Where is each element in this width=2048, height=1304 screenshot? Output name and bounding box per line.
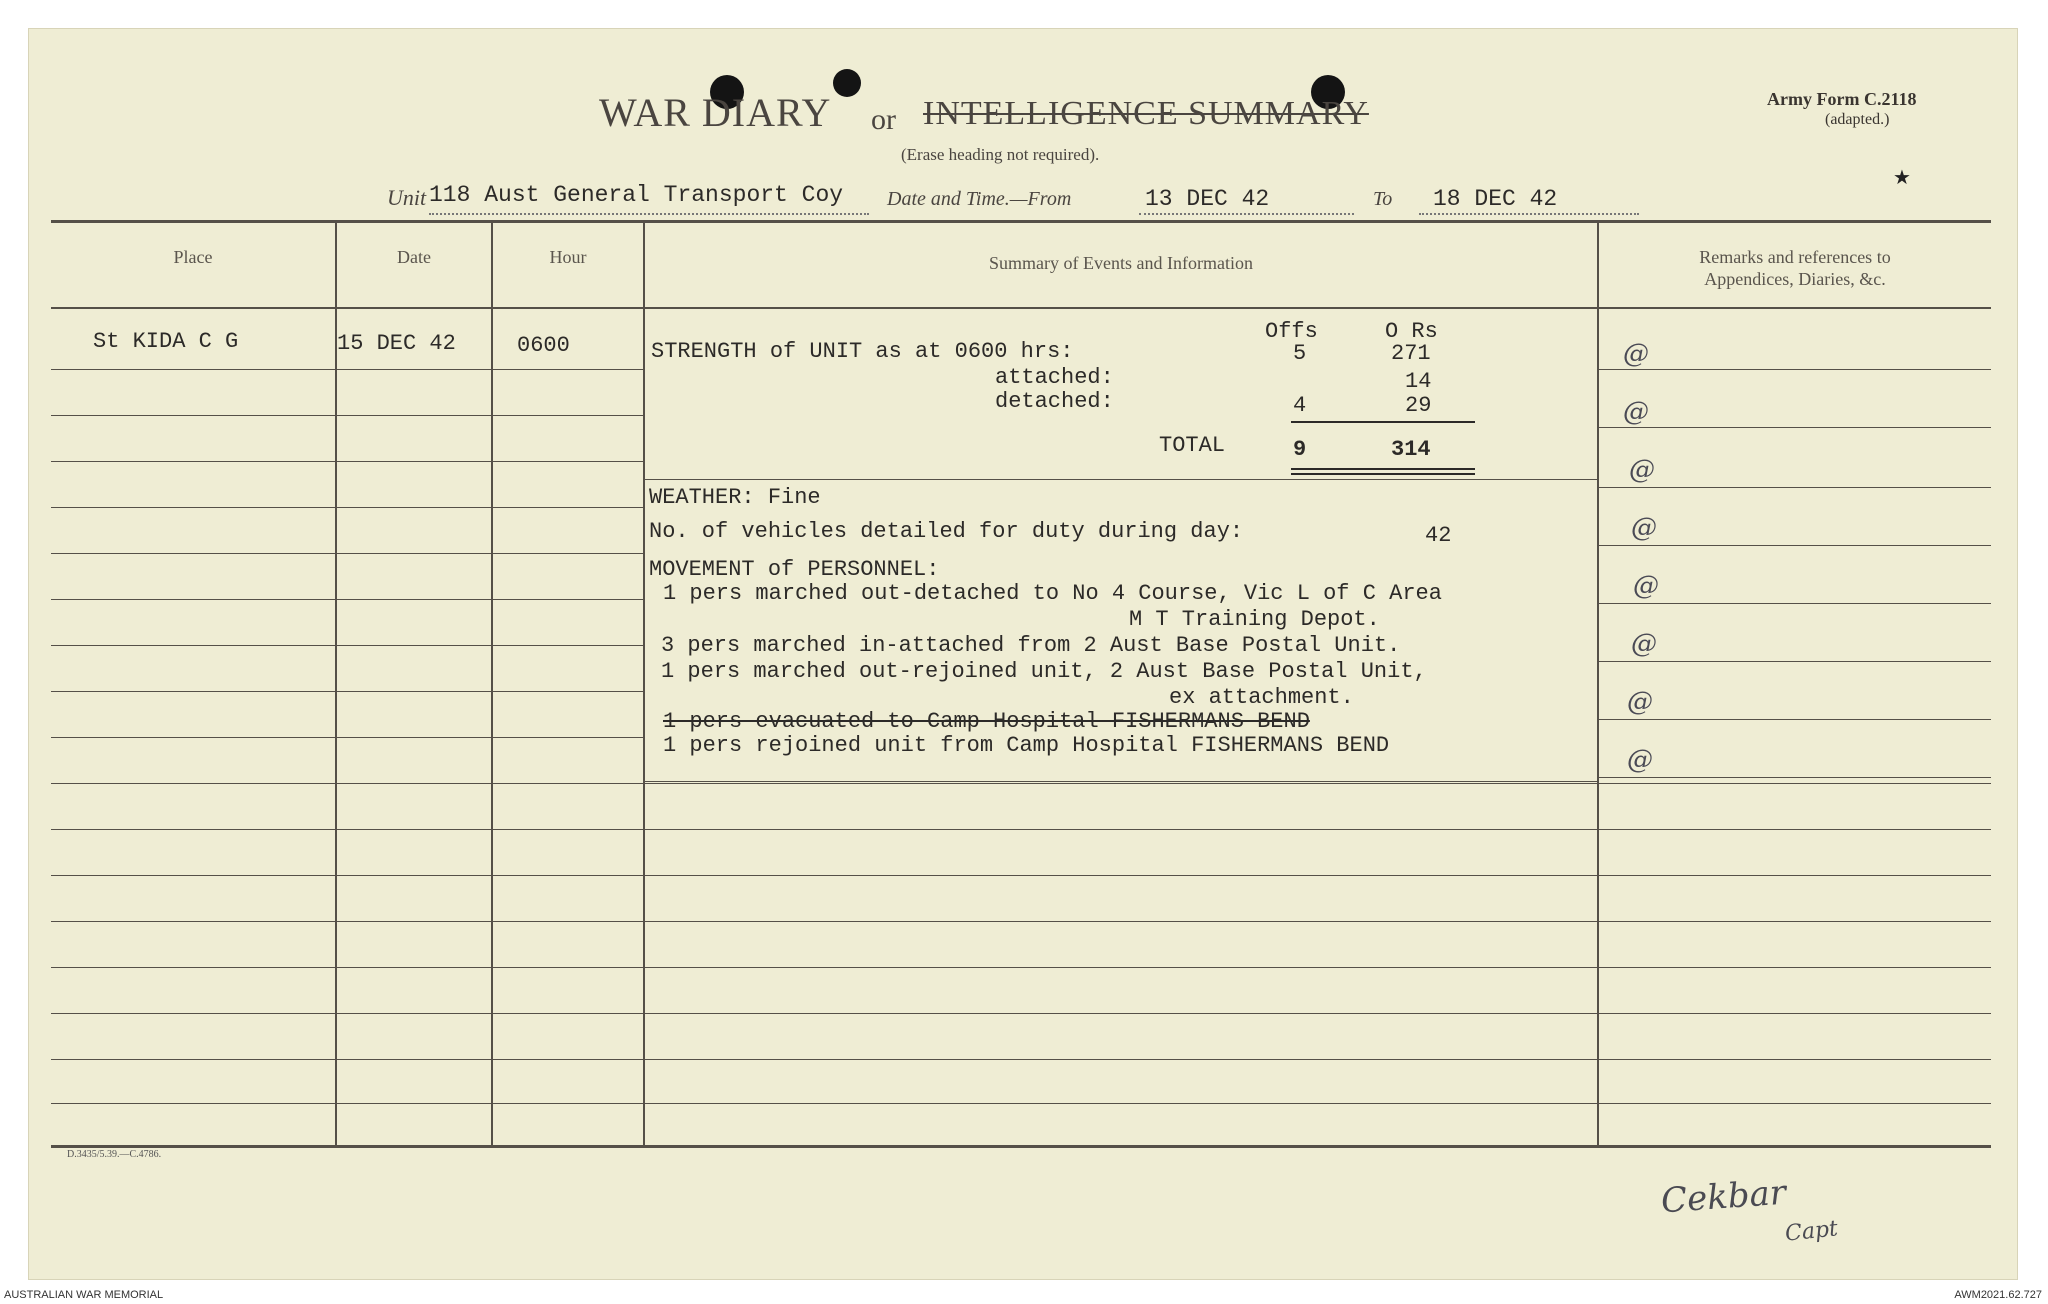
col-header-remarks-line1: Remarks and references to bbox=[1699, 247, 1891, 267]
col-divider-date-hour bbox=[491, 222, 493, 1145]
strength-total-double-rule-2 bbox=[1291, 473, 1475, 475]
row-rule bbox=[51, 1103, 1991, 1104]
row-rule bbox=[51, 461, 643, 462]
to-dotted-line bbox=[1419, 213, 1639, 215]
movement-line: 1 pers marched out-rejoined unit, 2 Aust Base Postal Unit, bbox=[661, 659, 1427, 684]
print-code: D.3435/5.39.—C.4786. bbox=[67, 1149, 162, 1160]
row-rule bbox=[51, 875, 1991, 876]
strength-attached-label: attached: bbox=[995, 365, 1114, 390]
table-top-rule bbox=[51, 220, 1991, 223]
erase-note: (Erase heading not required). bbox=[901, 145, 1100, 164]
remark-initial-mark: @ bbox=[1631, 513, 1657, 543]
row-rule bbox=[51, 553, 643, 554]
row-rule bbox=[51, 783, 1991, 784]
archive-strip bbox=[0, 1287, 2048, 1304]
movement-line: ex attachment. bbox=[1169, 685, 1354, 710]
col-header-place: Place bbox=[173, 247, 213, 267]
row-rule bbox=[51, 1059, 1991, 1060]
strength-col-offs: Offs bbox=[1265, 319, 1318, 344]
row-rule bbox=[51, 1013, 1991, 1014]
vehicles-label: No. of vehicles detailed for duty during day: bbox=[649, 519, 1244, 544]
movement-line-struck: 1 pers evacuated to Camp Hospital FISHERMANS BEND bbox=[663, 709, 1310, 734]
title-or: or bbox=[871, 103, 896, 136]
col-divider-place-date bbox=[335, 222, 337, 1145]
remark-initial-mark: @ bbox=[1631, 629, 1657, 659]
diary-sheet bbox=[28, 28, 2018, 1280]
from-dotted-line bbox=[1139, 213, 1354, 215]
strength-total-label: TOTAL bbox=[1159, 433, 1226, 458]
strength-attached-ors: 14 bbox=[1405, 369, 1432, 394]
row-rule bbox=[51, 967, 1991, 968]
remarks-row-rule bbox=[643, 781, 1597, 782]
row-rule bbox=[51, 415, 643, 416]
remark-initial-mark: @ bbox=[1627, 745, 1653, 775]
row-rule bbox=[51, 369, 643, 370]
remarks-row-rule bbox=[1597, 777, 1991, 778]
remarks-row-rule bbox=[1597, 603, 1991, 604]
strength-offs: 5 bbox=[1293, 341, 1307, 366]
col-header-summary: Summary of Events and Information bbox=[989, 253, 1253, 273]
strength-col-ors: O Rs bbox=[1385, 319, 1438, 344]
remark-initial-mark: @ bbox=[1629, 455, 1655, 485]
movement-line: 1 pers marched out-detached to No 4 Course, Vic L of C Area bbox=[663, 581, 1442, 606]
summary-row-rule bbox=[643, 479, 1597, 480]
strength-heading: STRENGTH of UNIT as at 0600 hrs: bbox=[651, 339, 1074, 364]
remarks-row-rule bbox=[1597, 545, 1991, 546]
form-name: Army Form C.2118 bbox=[1767, 89, 1917, 109]
remarks-row-rule bbox=[1597, 487, 1991, 488]
strength-subtotal-rule bbox=[1291, 421, 1475, 423]
unit-label: Unit bbox=[387, 185, 427, 210]
signature: Cekbar bbox=[1659, 1172, 1788, 1222]
table-header-rule bbox=[51, 307, 1991, 309]
movement-line: 1 pers rejoined unit from Camp Hospital FISHERMANS BEND bbox=[663, 733, 1390, 758]
movement-line: 3 pers marched in-attached from 2 Aust Base Postal Unit. bbox=[661, 633, 1401, 658]
movement-heading: MOVEMENT of PERSONNEL: bbox=[649, 557, 940, 582]
row-rule bbox=[51, 737, 643, 738]
table-bottom-rule bbox=[51, 1145, 1991, 1148]
remarks-row-rule bbox=[1597, 369, 1991, 370]
star-mark: ★ bbox=[1893, 167, 1911, 189]
strength-ors: 271 bbox=[1391, 341, 1431, 366]
remarks-row-rule bbox=[1597, 427, 1991, 428]
unit-value: 118 Aust General Transport Coy bbox=[429, 182, 844, 208]
strength-detached-offs: 4 bbox=[1293, 393, 1307, 418]
strength-total-offs: 9 bbox=[1293, 437, 1307, 462]
form-note: (adapted.) bbox=[1825, 111, 1890, 128]
col-header-date: Date bbox=[397, 247, 431, 267]
to-date-value: 18 DEC 42 bbox=[1433, 186, 1558, 212]
entry-date: 15 DEC 42 bbox=[337, 331, 456, 356]
remark-initial-mark: @ bbox=[1633, 571, 1659, 601]
strength-total-ors: 314 bbox=[1391, 437, 1431, 462]
strength-total-double-rule-1 bbox=[1291, 468, 1475, 470]
weather: WEATHER: Fine bbox=[649, 485, 821, 510]
date-time-label: Date and Time.—From bbox=[887, 188, 1072, 210]
remarks-row-rule bbox=[1597, 719, 1991, 720]
entry-place: St KIDA C G bbox=[93, 329, 239, 354]
to-label: To bbox=[1373, 188, 1393, 210]
movement-line: M T Training Depot. bbox=[1129, 607, 1380, 632]
row-rule bbox=[51, 691, 643, 692]
archive-reference: AWM2021.62.727 bbox=[1954, 1289, 2042, 1301]
title-intelligence-summary: INTELLIGENCE SUMMARY bbox=[923, 95, 1369, 132]
remark-initial-mark: @ bbox=[1623, 397, 1649, 427]
strength-detached-label: detached: bbox=[995, 389, 1114, 414]
col-divider-summary-remarks bbox=[1597, 222, 1599, 1145]
signature-rank: Capt bbox=[1783, 1216, 1840, 1247]
remark-initial-mark: @ bbox=[1623, 339, 1649, 369]
unit-dotted-line bbox=[429, 213, 869, 215]
col-header-hour: Hour bbox=[549, 247, 587, 267]
title-war-diary: WAR DIARY bbox=[599, 90, 832, 135]
row-rule bbox=[51, 507, 643, 508]
vehicles-value: 42 bbox=[1425, 523, 1452, 548]
archive-name: AUSTRALIAN WAR MEMORIAL bbox=[4, 1289, 164, 1301]
row-rule bbox=[51, 829, 1991, 830]
row-rule bbox=[51, 599, 643, 600]
strength-detached-ors: 29 bbox=[1405, 393, 1432, 418]
punch-hole-middle bbox=[833, 69, 861, 97]
col-header-remarks-line2: Appendices, Diaries, &c. bbox=[1704, 269, 1886, 289]
from-date-value: 13 DEC 42 bbox=[1145, 186, 1270, 212]
row-rule bbox=[51, 645, 643, 646]
entry-hour: 0600 bbox=[517, 333, 570, 358]
remarks-row-rule bbox=[1597, 661, 1991, 662]
row-rule bbox=[51, 921, 1991, 922]
remark-initial-mark: @ bbox=[1627, 687, 1653, 717]
col-divider-hour-summary bbox=[643, 222, 645, 1145]
